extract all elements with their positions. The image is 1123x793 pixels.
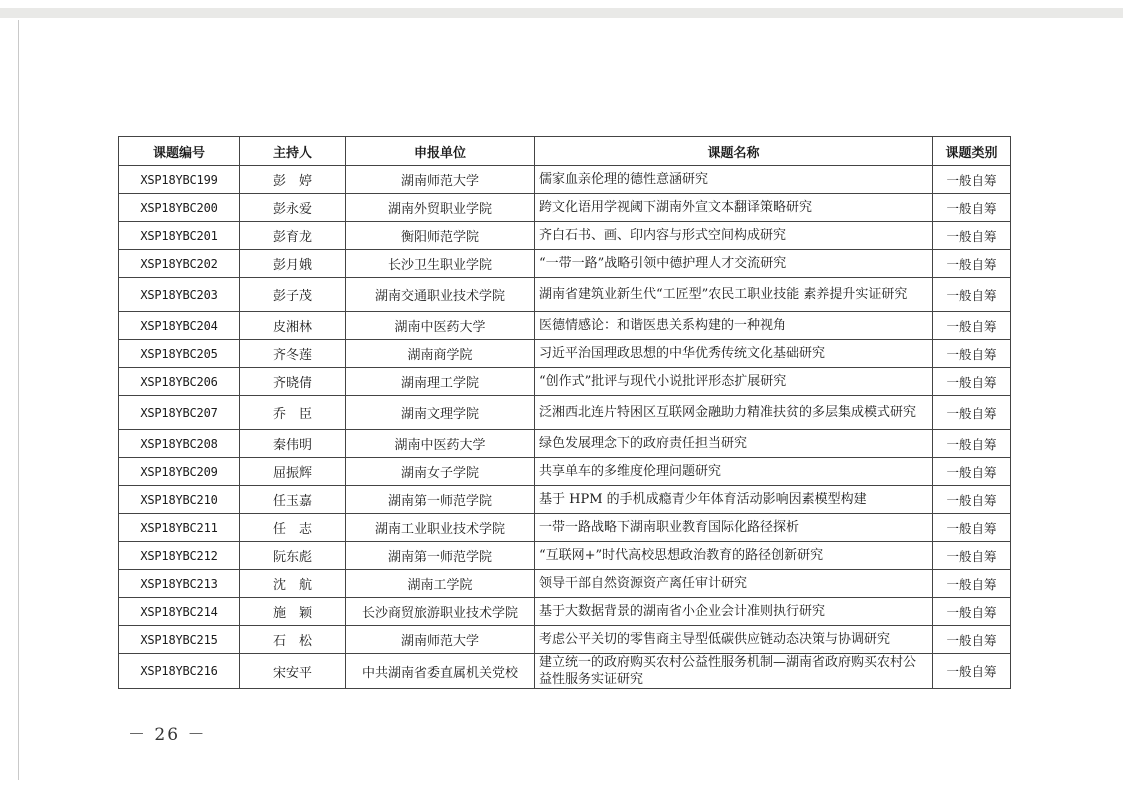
cell-project-id: XSP18YBC203 xyxy=(119,278,240,312)
cell-title: 一带一路战略下湖南职业教育国际化路径探析 xyxy=(535,514,933,542)
cell-category: 一般自筹 xyxy=(933,570,1011,598)
cell-title: 泛湘西北连片特困区互联网金融助力精准扶贫的多层集成模式研究 xyxy=(535,396,933,430)
header-title: 课题名称 xyxy=(535,137,933,166)
cell-unit: 湖南交通职业技术学院 xyxy=(346,278,535,312)
cell-category: 一般自筹 xyxy=(933,312,1011,340)
cell-title: 建立统一的政府购买农村公益性服务机制—湖南省政府购买农村公益性服务实证研究 xyxy=(535,654,933,689)
cell-project-id: XSP18YBC208 xyxy=(119,430,240,458)
cell-project-id: XSP18YBC205 xyxy=(119,340,240,368)
cell-project-id: XSP18YBC210 xyxy=(119,486,240,514)
cell-host: 任玉嘉 xyxy=(240,486,346,514)
cell-host: 彭月娥 xyxy=(240,250,346,278)
cell-host: 彭子茂 xyxy=(240,278,346,312)
cell-host: 沈 航 xyxy=(240,570,346,598)
cell-category: 一般自筹 xyxy=(933,250,1011,278)
cell-title: 齐白石书、画、印内容与形式空间构成研究 xyxy=(535,222,933,250)
cell-project-id: XSP18YBC200 xyxy=(119,194,240,222)
header-category: 课题类别 xyxy=(933,137,1011,166)
cell-title: 基于大数据背景的湖南省小企业会计准则执行研究 xyxy=(535,598,933,626)
table-row xyxy=(119,626,1011,654)
table-row xyxy=(119,250,1011,278)
cell-project-id: XSP18YBC213 xyxy=(119,570,240,598)
cell-unit: 湖南文理学院 xyxy=(346,396,535,430)
cell-host: 乔 臣 xyxy=(240,396,346,430)
project-table xyxy=(118,136,1011,689)
cell-category: 一般自筹 xyxy=(933,486,1011,514)
header-project-id: 课题编号 xyxy=(119,137,240,166)
cell-unit: 湖南师范大学 xyxy=(346,626,535,654)
table-row xyxy=(119,278,1011,312)
cell-project-id: XSP18YBC215 xyxy=(119,626,240,654)
cell-project-id: XSP18YBC212 xyxy=(119,542,240,570)
cell-project-id: XSP18YBC201 xyxy=(119,222,240,250)
table-row xyxy=(119,514,1011,542)
cell-category: 一般自筹 xyxy=(933,598,1011,626)
cell-host: 任 志 xyxy=(240,514,346,542)
table-row xyxy=(119,194,1011,222)
cell-title: 共享单车的多维度伦理问题研究 xyxy=(535,458,933,486)
cell-host: 屈振辉 xyxy=(240,458,346,486)
cell-title: 医德情感论：和谐医患关系构建的一种视角 xyxy=(535,312,933,340)
cell-project-id: XSP18YBC199 xyxy=(119,166,240,194)
cell-title: 领导干部自然资源资产离任审计研究 xyxy=(535,570,933,598)
cell-unit: 湖南中医药大学 xyxy=(346,430,535,458)
cell-host: 彭永爱 xyxy=(240,194,346,222)
project-table-container xyxy=(118,136,1010,689)
cell-category: 一般自筹 xyxy=(933,396,1011,430)
scan-left-edge xyxy=(18,20,19,780)
cell-category: 一般自筹 xyxy=(933,542,1011,570)
cell-project-id: XSP18YBC214 xyxy=(119,598,240,626)
header-unit: 申报单位 xyxy=(346,137,535,166)
table-row xyxy=(119,570,1011,598)
cell-project-id: XSP18YBC202 xyxy=(119,250,240,278)
table-row xyxy=(119,312,1011,340)
cell-project-id: XSP18YBC209 xyxy=(119,458,240,486)
cell-category: 一般自筹 xyxy=(933,626,1011,654)
page-number: － 26 － xyxy=(128,725,207,745)
table-row xyxy=(119,222,1011,250)
cell-host: 秦伟明 xyxy=(240,430,346,458)
cell-unit: 中共湖南省委直属机关党校 xyxy=(346,654,535,689)
cell-project-id: XSP18YBC216 xyxy=(119,654,240,689)
table-row xyxy=(119,486,1011,514)
cell-project-id: XSP18YBC204 xyxy=(119,312,240,340)
cell-host: 齐冬莲 xyxy=(240,340,346,368)
cell-unit: 湖南第一师范学院 xyxy=(346,542,535,570)
cell-title: 考虑公平关切的零售商主导型低碳供应链动态决策与协调研究 xyxy=(535,626,933,654)
cell-category: 一般自筹 xyxy=(933,340,1011,368)
cell-title: 基于 HPM 的手机成瘾青少年体育活动影响因素模型构建 xyxy=(535,486,933,514)
cell-host: 阮东彪 xyxy=(240,542,346,570)
scan-top-band xyxy=(0,8,1123,18)
cell-category: 一般自筹 xyxy=(933,430,1011,458)
cell-title: “创作式”批评与现代小说批评形态扩展研究 xyxy=(535,368,933,396)
cell-category: 一般自筹 xyxy=(933,458,1011,486)
cell-host: 宋安平 xyxy=(240,654,346,689)
cell-title: 跨文化语用学视阈下湖南外宣文本翻译策略研究 xyxy=(535,194,933,222)
table-header-row xyxy=(119,137,1011,166)
table-row xyxy=(119,654,1011,689)
table-row xyxy=(119,396,1011,430)
cell-title: 儒家血亲伦理的德性意涵研究 xyxy=(535,166,933,194)
table-row xyxy=(119,166,1011,194)
cell-unit: 湖南商学院 xyxy=(346,340,535,368)
cell-host: 齐晓倩 xyxy=(240,368,346,396)
cell-title: 绿色发展理念下的政府责任担当研究 xyxy=(535,430,933,458)
cell-unit: 湖南女子学院 xyxy=(346,458,535,486)
cell-host: 皮湘林 xyxy=(240,312,346,340)
cell-category: 一般自筹 xyxy=(933,222,1011,250)
cell-unit: 湖南理工学院 xyxy=(346,368,535,396)
cell-unit: 湖南外贸职业学院 xyxy=(346,194,535,222)
cell-host: 施 颖 xyxy=(240,598,346,626)
cell-title: “互联网+”时代高校思想政治教育的路径创新研究 xyxy=(535,542,933,570)
cell-unit: 衡阳师范学院 xyxy=(346,222,535,250)
cell-category: 一般自筹 xyxy=(933,278,1011,312)
table-row xyxy=(119,458,1011,486)
table-row xyxy=(119,430,1011,458)
cell-project-id: XSP18YBC207 xyxy=(119,396,240,430)
cell-title: “一带一路”战略引领中德护理人才交流研究 xyxy=(535,250,933,278)
header-host: 主持人 xyxy=(240,137,346,166)
cell-project-id: XSP18YBC211 xyxy=(119,514,240,542)
cell-category: 一般自筹 xyxy=(933,166,1011,194)
cell-unit: 湖南第一师范学院 xyxy=(346,486,535,514)
cell-host: 石 松 xyxy=(240,626,346,654)
table-row xyxy=(119,598,1011,626)
cell-category: 一般自筹 xyxy=(933,514,1011,542)
cell-category: 一般自筹 xyxy=(933,654,1011,689)
table-row xyxy=(119,542,1011,570)
cell-unit: 湖南师范大学 xyxy=(346,166,535,194)
cell-host: 彭 婷 xyxy=(240,166,346,194)
cell-unit: 湖南中医药大学 xyxy=(346,312,535,340)
cell-unit: 湖南工业职业技术学院 xyxy=(346,514,535,542)
cell-unit: 长沙商贸旅游职业技术学院 xyxy=(346,598,535,626)
cell-category: 一般自筹 xyxy=(933,194,1011,222)
table-row xyxy=(119,340,1011,368)
cell-title: 习近平治国理政思想的中华优秀传统文化基础研究 xyxy=(535,340,933,368)
cell-host: 彭育龙 xyxy=(240,222,346,250)
cell-unit: 长沙卫生职业学院 xyxy=(346,250,535,278)
cell-project-id: XSP18YBC206 xyxy=(119,368,240,396)
cell-category: 一般自筹 xyxy=(933,368,1011,396)
table-row xyxy=(119,368,1011,396)
cell-title: 湖南省建筑业新生代“工匠型”农民工职业技能 素养提升实证研究 xyxy=(535,278,933,312)
cell-unit: 湖南工学院 xyxy=(346,570,535,598)
